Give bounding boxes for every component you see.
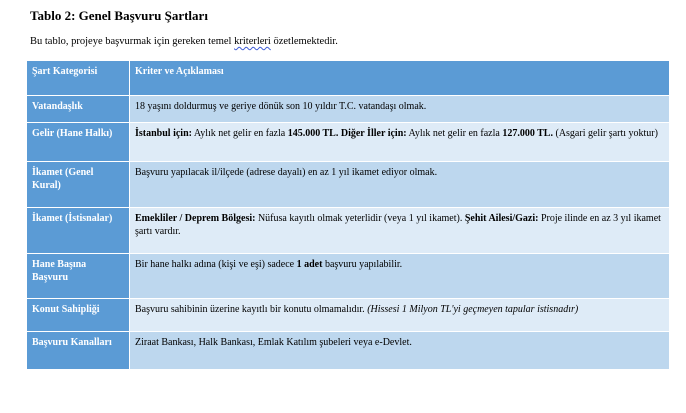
row-description <box>130 299 670 332</box>
row-description <box>130 96 670 123</box>
table-row <box>27 332 670 370</box>
description-segment: 1 adet <box>296 259 323 270</box>
description-segment: Başvuru sahibinin üzerine kayıtlı bir konutu olmamalıdır. <box>135 304 368 315</box>
row-description <box>130 162 670 208</box>
row-category: Vatandaşlık <box>27 96 130 123</box>
table-row <box>27 123 670 162</box>
description-segment: Emekliler / Deprem Bölgesi: <box>135 213 256 224</box>
row-description <box>130 254 670 299</box>
description-segment: başvuru yapılabilir. <box>322 259 403 270</box>
description-segment: 18 yaşını doldurmuş ve geriye dönük son 10 yıldır T.C. vatandaşı olmak. <box>135 101 427 112</box>
document-title: Tablo 2: Genel Başvuru Şartları <box>30 8 208 23</box>
description-segment: Proje ilinde en az 3 yıl ikamet şartı vardır. <box>135 213 661 237</box>
row-description <box>130 208 670 254</box>
row-category: İkamet (İstisnalar) <box>27 208 130 254</box>
row-category: Başvuru Kanalları <box>27 332 130 370</box>
intro-misspelled-word[interactable]: kriterleri <box>234 36 271 47</box>
row-description <box>130 123 670 162</box>
description-segment: Diğer İller için: <box>340 128 407 139</box>
description-segment: 145.000 TL. <box>287 128 339 139</box>
row-category: Hane Başına Başvuru <box>27 254 130 299</box>
description-segment: İstanbul için: <box>135 128 192 139</box>
description-segment: Başvuru yapılacak il/ilçede (adrese dayalı) en az 1 yıl ikamet ediyor olmak. <box>135 167 438 178</box>
table-row <box>27 208 670 254</box>
row-category: Konut Sahipliği <box>27 299 130 332</box>
table-row <box>27 299 670 332</box>
table-header-row <box>27 61 670 96</box>
header-criteria: Kriter ve Açıklaması <box>130 61 670 96</box>
table-row <box>27 96 670 123</box>
row-category: İkamet (Genel Kural) <box>27 162 130 208</box>
description-segment: Ziraat Bankası, Halk Bankası, Emlak Katılım şubeleri veya e-Devlet. <box>135 337 412 348</box>
header-category: Şart Kategorisi <box>27 61 130 96</box>
description-segment: (Asgari gelir şartı yoktur) <box>552 128 658 139</box>
intro-paragraph <box>30 36 338 47</box>
description-segment: (Hissesi 1 Milyon TL'yi geçmeyen tapular istisnadır) <box>367 304 579 315</box>
table-row <box>27 254 670 299</box>
intro-text-after: özetlemektedir. <box>270 36 338 47</box>
row-description <box>130 332 670 370</box>
description-segment: Aylık net gelir en fazla <box>406 128 503 139</box>
description-segment: Aylık net gelir en fazla <box>191 128 288 139</box>
table-row <box>27 162 670 208</box>
description-segment: Şehit Ailesi/Gazi: <box>464 213 539 224</box>
description-segment: 127.000 TL. <box>502 128 553 139</box>
description-segment: Nüfusa kayıtlı olmak yeterlidir (veya 1 yıl ikamet). <box>255 213 465 224</box>
table-body <box>27 96 670 370</box>
description-segment: Bir hane halkı adına (kişi ve eşi) sadece <box>135 259 297 270</box>
requirements-table <box>26 60 670 370</box>
row-category: Gelir (Hane Halkı) <box>27 123 130 162</box>
intro-text-before: Bu tablo, projeye başvurmak için gereken temel <box>30 36 235 47</box>
